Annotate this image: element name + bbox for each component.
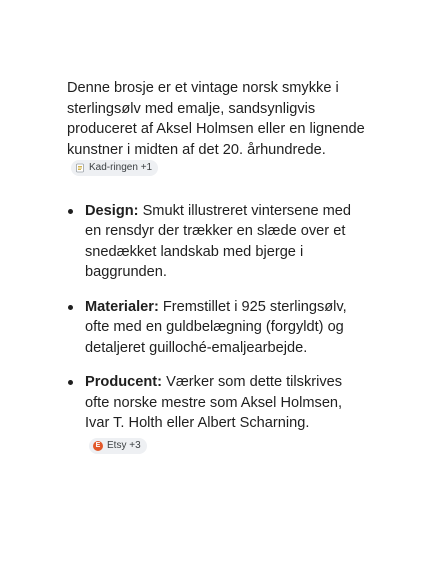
- list-item-term: Design:: [85, 202, 139, 219]
- list-item-term: Producent:: [85, 374, 163, 390]
- etsy-icon: E: [93, 441, 103, 451]
- source-chip-label: Etsy +3: [107, 439, 141, 451]
- details-list: [67, 201, 367, 455]
- intro-text: Denne brosje er et vintage norsk smykke i sterlingsølv med emalje, sandsynligvis produceret af Aksel Holmsen eller en lignende kunstner i midten af det 20. århundrede.: [67, 80, 365, 158]
- document-icon: [75, 163, 85, 173]
- source-chip-label: Kad-ringen +1: [89, 162, 153, 173]
- answer-content: [67, 78, 367, 468]
- source-chip-etsy[interactable]: [89, 438, 147, 454]
- list-item-text: Værker som dette tilskrives ofte norske mestre som Aksel Holmsen, Ivar T. Holth eller Albert Scharning.: [85, 374, 343, 431]
- list-item-materials: [67, 297, 367, 359]
- list-item-design: [67, 201, 367, 283]
- intro-paragraph: [67, 78, 367, 181]
- source-chip-kad-ringen[interactable]: [71, 160, 158, 176]
- list-item-text: Fremstillet i 925 sterlingsølv, ofte med en guldbelægning (forgyldt) og detaljeret guilloché-emaljearbejde.: [85, 298, 347, 356]
- list-item-text: Smukt illustreret vintersene med en rensdyr der trækker en slæde over et snedækket landskab med bjerge i baggrunden.: [85, 202, 352, 280]
- list-item-term: Materialer:: [85, 298, 159, 315]
- list-item-producer: [67, 372, 367, 454]
